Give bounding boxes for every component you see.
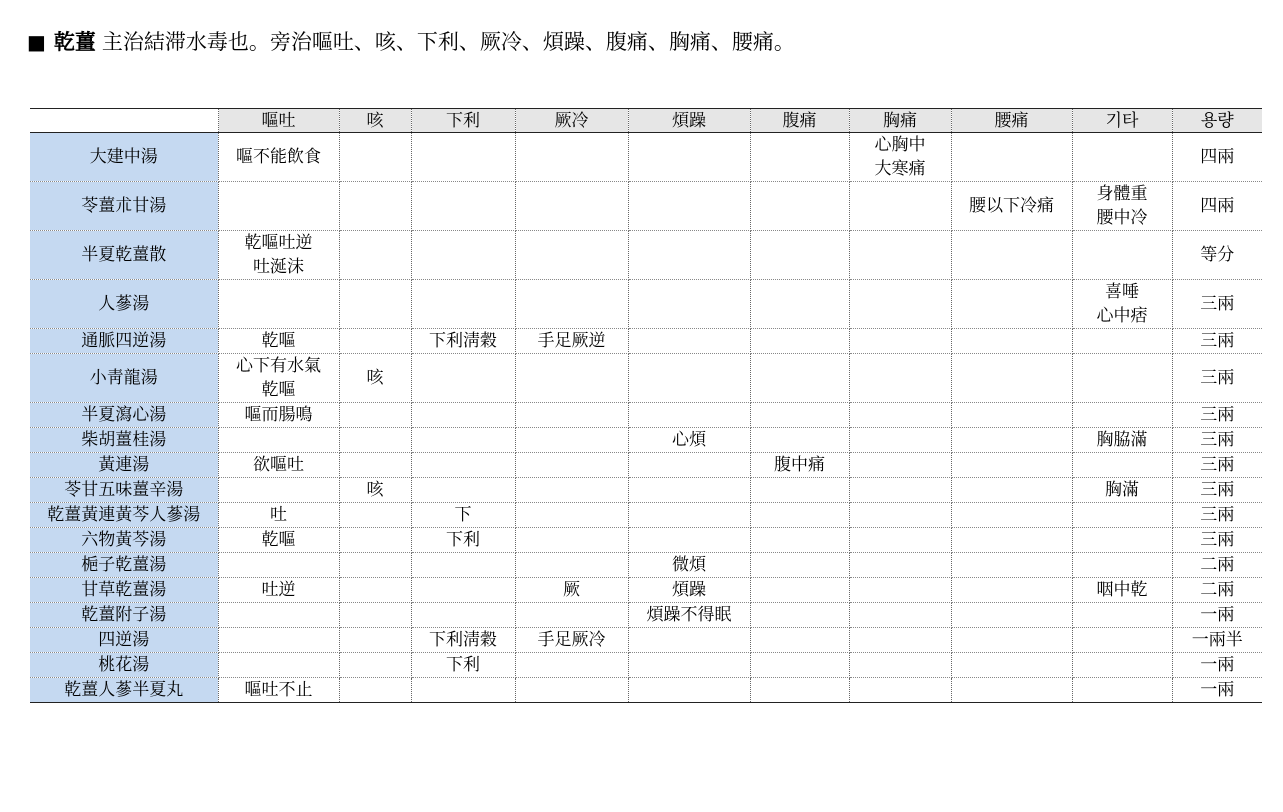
table-cell	[1072, 428, 1172, 453]
cell-text: 乾嘔	[261, 331, 296, 351]
table-cell	[515, 280, 628, 329]
cell-text: 心煩	[672, 430, 706, 450]
table-cell	[218, 553, 339, 578]
table-cell	[515, 578, 628, 603]
table-cell	[750, 182, 849, 231]
table-cell	[750, 678, 849, 703]
table-cell	[339, 280, 411, 329]
cell-text: 腰以下冷痛	[969, 196, 1054, 216]
table-row	[30, 231, 1262, 280]
page-title	[27, 28, 795, 56]
table-row	[30, 428, 1262, 453]
cell-text: 三兩	[1200, 294, 1235, 314]
prescription-name: 黃連湯	[30, 453, 218, 478]
table-cell	[218, 503, 339, 528]
table-row	[30, 329, 1262, 354]
table-cell	[339, 578, 411, 603]
column-header: 煩躁	[628, 109, 750, 133]
table-cell	[218, 133, 339, 182]
table-cell	[218, 578, 339, 603]
table-cell	[1172, 354, 1262, 403]
table-row	[30, 182, 1262, 231]
cell-text: 二兩	[1200, 555, 1235, 575]
table-row	[30, 578, 1262, 603]
table-cell	[339, 528, 411, 553]
prescription-name: 桃花湯	[30, 653, 218, 678]
table-cell	[411, 553, 515, 578]
table-cell	[515, 503, 628, 528]
table-row	[30, 503, 1262, 528]
table-cell	[628, 133, 750, 182]
table-row	[30, 528, 1262, 553]
table-cell	[515, 428, 628, 453]
cell-text: 煩躁	[672, 580, 706, 600]
column-header: 기타	[1072, 109, 1172, 133]
table-cell	[218, 428, 339, 453]
table-cell	[515, 628, 628, 653]
cell-text: 嘔吐不止	[244, 680, 313, 700]
table-cell	[411, 428, 515, 453]
table-cell	[339, 182, 411, 231]
herb-name: 乾薑	[53, 29, 96, 54]
column-header: 嘔吐	[218, 109, 339, 133]
header-row	[30, 109, 1262, 133]
table-cell	[849, 354, 951, 403]
table-cell	[1172, 280, 1262, 329]
table-cell	[1172, 603, 1262, 628]
prescription-name: 乾薑黃連黃芩人蔘湯	[30, 503, 218, 528]
table-cell	[218, 182, 339, 231]
cell-text: 三兩	[1200, 480, 1235, 500]
table-cell	[218, 280, 339, 329]
cell-text: 咽中乾	[1096, 580, 1148, 600]
table-cell	[1072, 133, 1172, 182]
prescription-table	[30, 108, 1262, 703]
table-cell	[750, 503, 849, 528]
table-cell	[849, 528, 951, 553]
cell-text: 心胸中 大寒痛	[874, 135, 926, 179]
prescription-name: 苓薑朮甘湯	[30, 182, 218, 231]
table-row	[30, 603, 1262, 628]
cell-text: 三兩	[1200, 368, 1235, 388]
table-cell	[951, 280, 1072, 329]
table-cell	[339, 403, 411, 428]
table-cell	[515, 231, 628, 280]
table-cell	[515, 528, 628, 553]
table-cell	[628, 603, 750, 628]
table-cell	[849, 578, 951, 603]
table-cell	[628, 280, 750, 329]
cell-text: 下利	[446, 530, 480, 550]
prescription-name: 柴胡薑桂湯	[30, 428, 218, 453]
table-cell	[411, 329, 515, 354]
table-cell	[339, 603, 411, 628]
table-cell	[339, 478, 411, 503]
column-header: 용량	[1172, 109, 1262, 133]
table-cell	[951, 354, 1072, 403]
column-header: 腰痛	[951, 109, 1072, 133]
table-cell	[628, 182, 750, 231]
table-cell	[628, 403, 750, 428]
table-cell	[951, 578, 1072, 603]
table-cell	[411, 403, 515, 428]
table-cell	[1072, 182, 1172, 231]
table-cell	[750, 653, 849, 678]
table-cell	[515, 678, 628, 703]
table-cell	[515, 403, 628, 428]
table-cell	[628, 528, 750, 553]
table-cell	[750, 478, 849, 503]
cell-text: 三兩	[1200, 331, 1235, 351]
table-cell	[339, 453, 411, 478]
table-cell	[951, 133, 1072, 182]
table-cell	[951, 428, 1072, 453]
cell-text: 三兩	[1200, 530, 1235, 550]
cell-text: 微煩	[672, 555, 706, 575]
table-cell	[218, 628, 339, 653]
column-header: 厥冷	[515, 109, 628, 133]
table-cell	[515, 182, 628, 231]
table-row	[30, 553, 1262, 578]
table-cell	[411, 628, 515, 653]
cell-text: 吐逆	[261, 580, 296, 600]
table-row	[30, 133, 1262, 182]
cell-text: 三兩	[1200, 430, 1235, 450]
table-cell	[628, 231, 750, 280]
table-cell	[218, 453, 339, 478]
table-cell	[628, 628, 750, 653]
cell-text: 四兩	[1200, 147, 1235, 167]
table-row	[30, 653, 1262, 678]
table-cell	[849, 428, 951, 453]
table-cell	[1172, 653, 1262, 678]
table-cell	[750, 231, 849, 280]
cell-text: 乾嘔吐逆 吐涎沫	[244, 233, 313, 277]
table-cell	[1172, 553, 1262, 578]
column-header: 咳	[339, 109, 411, 133]
table-cell	[339, 231, 411, 280]
table-cell	[849, 653, 951, 678]
table-cell	[849, 553, 951, 578]
prescription-name: 六物黃芩湯	[30, 528, 218, 553]
column-header: 下利	[411, 109, 515, 133]
table-cell	[951, 182, 1072, 231]
prescription-name: 苓甘五味薑辛湯	[30, 478, 218, 503]
cell-text: 煩躁不得眠	[646, 605, 732, 625]
table-cell	[951, 653, 1072, 678]
table-cell	[515, 133, 628, 182]
table-cell	[1172, 231, 1262, 280]
cell-text: 二兩	[1200, 580, 1235, 600]
table-row	[30, 453, 1262, 478]
table-cell	[339, 428, 411, 453]
table-cell	[411, 653, 515, 678]
table-cell	[1072, 528, 1172, 553]
table-cell	[1172, 329, 1262, 354]
cell-text: 乾嘔	[261, 530, 296, 550]
table-cell	[628, 478, 750, 503]
table-cell	[515, 553, 628, 578]
table-cell	[1172, 182, 1262, 231]
table-cell	[411, 603, 515, 628]
prescription-name: 半夏瀉心湯	[30, 403, 218, 428]
table-cell	[849, 603, 951, 628]
table-cell	[951, 528, 1072, 553]
table-cell	[1072, 503, 1172, 528]
table-cell	[515, 354, 628, 403]
table-cell	[218, 329, 339, 354]
cell-text: 嘔而腸鳴	[244, 405, 313, 425]
table-cell	[628, 578, 750, 603]
table-cell	[849, 453, 951, 478]
table-cell	[1072, 678, 1172, 703]
prescription-name: 梔子乾薑湯	[30, 553, 218, 578]
prescription-name: 半夏乾薑散	[30, 231, 218, 280]
cell-text: 下	[454, 505, 472, 525]
table-cell	[1072, 403, 1172, 428]
cell-text: 下利	[446, 655, 480, 675]
table-cell	[411, 478, 515, 503]
prescription-name: 小靑龍湯	[30, 354, 218, 403]
square-bullet-icon: ■	[27, 30, 46, 54]
table-cell	[1172, 453, 1262, 478]
table-cell	[951, 503, 1072, 528]
cell-text: 一兩	[1200, 605, 1235, 625]
table-cell	[628, 678, 750, 703]
table-cell	[1072, 354, 1172, 403]
prescription-name: 人蔘湯	[30, 280, 218, 329]
cell-text: 等分	[1200, 245, 1235, 265]
table-cell	[750, 628, 849, 653]
cell-text: 咳	[366, 368, 384, 388]
table-cell	[411, 578, 515, 603]
table-cell	[1172, 503, 1262, 528]
table-cell	[849, 182, 951, 231]
table-cell	[1072, 603, 1172, 628]
cell-text: 欲嘔吐	[253, 455, 304, 475]
table-cell	[849, 133, 951, 182]
table-cell	[951, 603, 1072, 628]
table-cell	[750, 403, 849, 428]
table-cell	[1072, 453, 1172, 478]
table-cell	[849, 280, 951, 329]
column-header: 胸痛	[849, 109, 951, 133]
table-cell	[628, 453, 750, 478]
table-cell	[1172, 678, 1262, 703]
table-cell	[951, 329, 1072, 354]
table-row	[30, 280, 1262, 329]
table-cell	[849, 678, 951, 703]
table-cell	[628, 329, 750, 354]
cell-text: 腹中痛	[774, 455, 825, 475]
table-cell	[750, 428, 849, 453]
table-cell	[218, 478, 339, 503]
table-cell	[339, 329, 411, 354]
header-corner-cell	[30, 109, 218, 133]
table-cell	[218, 678, 339, 703]
table-cell	[628, 653, 750, 678]
table-row	[30, 403, 1262, 428]
table-cell	[628, 553, 750, 578]
table-cell	[515, 329, 628, 354]
table-cell	[339, 354, 411, 403]
table-cell	[750, 553, 849, 578]
table-cell	[411, 231, 515, 280]
cell-text: 手足厥冷	[537, 630, 606, 650]
prescription-name: 甘草乾薑湯	[30, 578, 218, 603]
table-cell	[1172, 133, 1262, 182]
table-cell	[411, 133, 515, 182]
table-cell	[951, 403, 1072, 428]
table-cell	[951, 628, 1072, 653]
table-cell	[1072, 653, 1172, 678]
cell-text: 下利淸穀	[429, 630, 497, 650]
table-cell	[750, 133, 849, 182]
table-cell	[411, 182, 515, 231]
table-cell	[339, 133, 411, 182]
table-cell	[1172, 578, 1262, 603]
table-cell	[1072, 478, 1172, 503]
table-cell	[515, 653, 628, 678]
table-cell	[750, 453, 849, 478]
table-cell	[849, 503, 951, 528]
table-cell	[339, 678, 411, 703]
table-row	[30, 478, 1262, 503]
cell-text: 一兩	[1200, 655, 1235, 675]
table-cell	[849, 478, 951, 503]
table-cell	[951, 453, 1072, 478]
table-cell	[411, 280, 515, 329]
table-cell	[1072, 231, 1172, 280]
table-cell	[951, 231, 1072, 280]
table-cell	[1172, 628, 1262, 653]
table-cell	[515, 603, 628, 628]
prescription-name: 乾薑人蔘半夏丸	[30, 678, 218, 703]
table-cell	[750, 354, 849, 403]
table-cell	[218, 653, 339, 678]
cell-text: 三兩	[1200, 505, 1235, 525]
table-cell	[1072, 578, 1172, 603]
table-row	[30, 678, 1262, 703]
table-cell	[218, 528, 339, 553]
table-cell	[218, 231, 339, 280]
cell-text: 胸脇滿	[1096, 430, 1148, 450]
table-cell	[1072, 553, 1172, 578]
table-cell	[750, 329, 849, 354]
table-cell	[218, 354, 339, 403]
prescription-name: 乾薑附子湯	[30, 603, 218, 628]
prescription-name: 大建中湯	[30, 133, 218, 182]
table-cell	[1072, 280, 1172, 329]
cell-text: 四兩	[1200, 196, 1235, 216]
cell-text: 三兩	[1200, 405, 1235, 425]
table-cell	[411, 678, 515, 703]
table-cell	[1172, 528, 1262, 553]
cell-text: 厥	[563, 580, 580, 600]
table-cell	[411, 528, 515, 553]
table-cell	[849, 628, 951, 653]
table-cell	[951, 478, 1072, 503]
table-cell	[628, 354, 750, 403]
table-cell	[849, 231, 951, 280]
table-cell	[1172, 428, 1262, 453]
table-cell	[411, 453, 515, 478]
title-description: 主治結滞水毒也。旁治嘔吐、咳、下利、厥冷、煩躁、腹痛、胸痛、腰痛。	[101, 30, 795, 54]
cell-text: 喜唾 心中痞	[1096, 282, 1148, 326]
table-cell	[515, 453, 628, 478]
table-cell	[750, 280, 849, 329]
table-cell	[750, 578, 849, 603]
prescription-name: 四逆湯	[30, 628, 218, 653]
table-cell	[1072, 329, 1172, 354]
cell-text: 咳	[366, 480, 384, 500]
table-cell	[339, 653, 411, 678]
cell-text: 吐	[270, 505, 287, 525]
table-cell	[339, 553, 411, 578]
table-cell	[750, 528, 849, 553]
table-cell	[218, 603, 339, 628]
table-body	[30, 133, 1262, 703]
table-cell	[339, 503, 411, 528]
prescription-name: 通脈四逆湯	[30, 329, 218, 354]
table-cell	[750, 603, 849, 628]
table-row	[30, 628, 1262, 653]
column-header: 腹痛	[750, 109, 849, 133]
table-cell	[218, 403, 339, 428]
table-cell	[1072, 628, 1172, 653]
table-cell	[628, 503, 750, 528]
cell-text: 胸滿	[1105, 480, 1139, 500]
table-cell	[849, 403, 951, 428]
cell-text: 身體重 腰中冷	[1096, 184, 1148, 228]
table-cell	[411, 503, 515, 528]
table-cell	[628, 428, 750, 453]
table-cell	[1172, 403, 1262, 428]
table-cell	[951, 553, 1072, 578]
cell-text: 三兩	[1200, 455, 1235, 475]
table-cell	[849, 329, 951, 354]
cell-text: 一兩半	[1191, 630, 1243, 650]
cell-text: 手足厥逆	[537, 331, 606, 351]
table-row	[30, 354, 1262, 403]
cell-text: 下利淸穀	[429, 331, 497, 351]
table-cell	[411, 354, 515, 403]
table-cell	[1172, 478, 1262, 503]
table-cell	[339, 628, 411, 653]
cell-text: 一兩	[1200, 680, 1235, 700]
table-cell	[515, 478, 628, 503]
table-cell	[951, 678, 1072, 703]
cell-text: 嘔不能飲食	[236, 147, 321, 167]
cell-text: 心下有水氣 乾嘔	[236, 356, 321, 400]
